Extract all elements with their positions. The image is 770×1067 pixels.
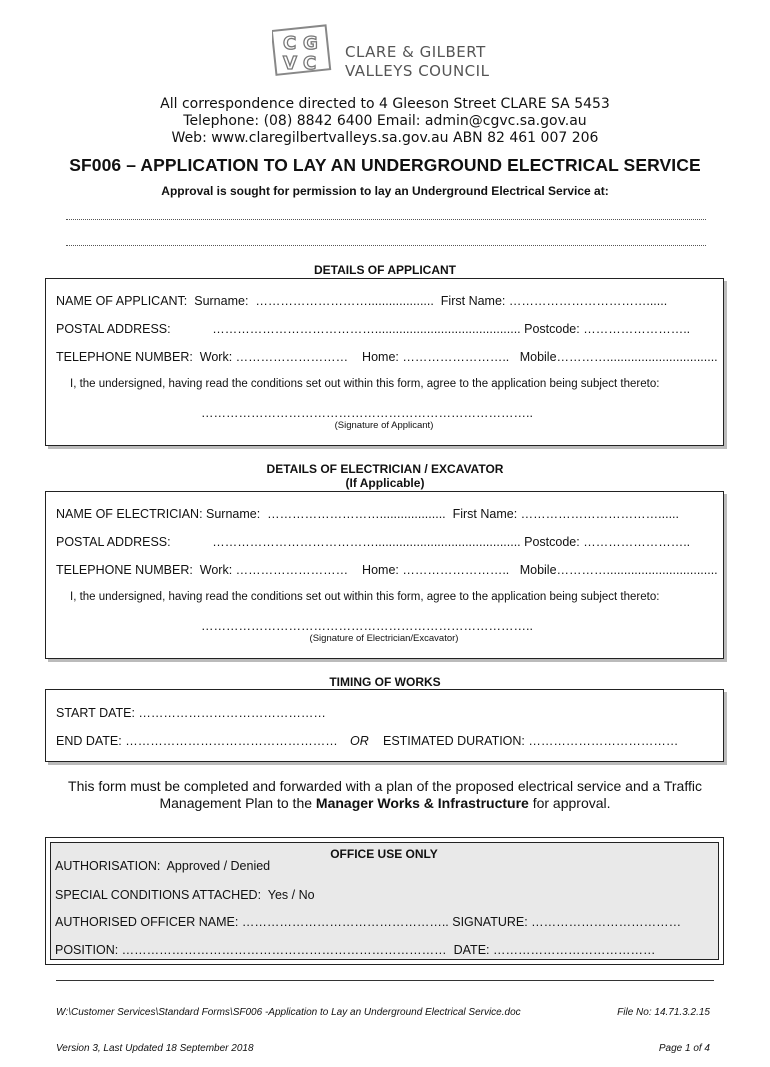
timing-box xyxy=(45,689,724,762)
electrician-box xyxy=(45,491,724,659)
end-date-field[interactable]: END DATE: …………………………………………… xyxy=(56,734,338,748)
special-conditions-field[interactable]: SPECIAL CONDITIONS ATTACHED: Yes / No xyxy=(55,888,315,902)
electrician-declaration: I, the undersigned, having read the conditions set out within this form, agree to the application being subject thereto: xyxy=(70,591,660,603)
applicant-name-field[interactable]: NAME OF APPLICANT: Surname: ………………………................... First Name: ……………………………...... xyxy=(56,294,668,308)
footer-right xyxy=(560,983,710,1067)
estimated-duration-field[interactable]: ESTIMATED DURATION: ……………………………… xyxy=(383,734,679,748)
form-subtitle: Approval is sought for permission to lay an Underground Electrical Service at: xyxy=(161,184,609,198)
footer-file-number: File No: 14.71.3.2.15 xyxy=(617,1007,710,1018)
electrician-signature-caption: (Signature of Electrician/Excavator) xyxy=(309,633,459,644)
applicant-signature-field[interactable]: …………………………………………………………………….. xyxy=(201,406,533,420)
electrician-phone-field[interactable]: TELEPHONE NUMBER: Work: ……………………… Home: …………………….. Mobile…………................................ xyxy=(56,563,718,577)
office-use-box xyxy=(45,837,724,965)
contact-phone-email: Telephone: (08) 8842 6400 Email: admin@cgvc.sa.gov.au xyxy=(183,113,587,129)
council-name xyxy=(345,43,489,81)
contact-web-abn: Web: www.claregilbertvalleys.sa.gov.au ABN 82 461 007 206 xyxy=(171,130,599,146)
electrician-subheading: (If Applicable) xyxy=(345,476,425,490)
applicant-phone-field[interactable]: TELEPHONE NUMBER: Work: ……………………… Home: …………………….. Mobile…………................................ xyxy=(56,350,718,364)
applicant-signature-caption: (Signature of Applicant) xyxy=(334,420,434,431)
applicant-heading: DETAILS OF APPLICANT xyxy=(314,263,456,277)
applicant-box xyxy=(45,278,724,446)
electrician-postal-field[interactable]: POSTAL ADDRESS: ………………………………….......................................... Postcode: …………………….. xyxy=(56,535,691,549)
council-name-line2: VALLEYS COUNCIL xyxy=(345,62,490,80)
electrician-signature-field[interactable]: …………………………………………………………………….. xyxy=(201,619,533,633)
footer-left xyxy=(56,983,521,1067)
applicant-postal-field[interactable]: POSTAL ADDRESS: ………………………………….......................................... Postcode: …………………….. xyxy=(56,322,691,336)
manager-works-infrastructure: Manager Works & Infrastructure xyxy=(315,795,529,811)
electrician-name-field[interactable]: NAME OF ELECTRICIAN: Surname: ………………………................... First Name: ……………………………...... xyxy=(56,507,679,521)
logo-letter-c2: C xyxy=(303,53,317,74)
logo-letter-c1: C xyxy=(283,33,297,54)
contact-address: All correspondence directed to 4 Gleeson Street CLARE SA 5453 xyxy=(160,96,610,112)
instructions-line2-start: Management Plan to the xyxy=(159,795,316,811)
submission-instructions xyxy=(0,778,770,812)
position-date-field[interactable]: POSITION: …………………………………………………………………… DATE: ………………………………… xyxy=(55,943,656,957)
authorisation-field[interactable]: AUTHORISATION: Approved / Denied xyxy=(55,859,271,873)
location-field-line1[interactable] xyxy=(66,219,706,220)
or-label: OR xyxy=(350,734,369,748)
instructions-line2-end: for approval. xyxy=(528,795,611,811)
authorised-officer-field[interactable]: AUTHORISED OFFICER NAME: ………………………………………….. SIGNATURE: ……………………………… xyxy=(55,915,682,929)
council-logo xyxy=(272,22,336,83)
footer-file-path: W:\Customer Services\Standard Forms\SF006 -Application to Lay an Underground Electrical Service.doc xyxy=(56,1007,521,1018)
location-field-line2[interactable] xyxy=(66,245,706,246)
electrician-heading: DETAILS OF ELECTRICIAN / EXCAVATOR xyxy=(266,462,504,476)
footer-page-number: Page 1 of 4 xyxy=(658,1043,710,1054)
start-date-field[interactable]: START DATE: ……………………………………… xyxy=(56,706,326,720)
applicant-declaration: I, the undersigned, having read the conditions set out within this form, agree to the application being subject thereto: xyxy=(70,378,660,390)
timing-heading: TIMING OF WORKS xyxy=(329,675,441,689)
logo-letter-g: G xyxy=(303,33,318,54)
logo-letter-v: V xyxy=(283,53,297,74)
footer-rule xyxy=(56,980,714,981)
council-name-line1: CLARE & GILBERT xyxy=(345,43,486,61)
form-title: SF006 – APPLICATION TO LAY AN UNDERGROUND ELECTRICAL SERVICE xyxy=(69,155,701,175)
instructions-line1: This form must be completed and forwarded with a plan of the proposed electrical service and a Traffic xyxy=(68,778,702,794)
office-use-heading: OFFICE USE ONLY xyxy=(330,847,438,861)
footer-version: Version 3, Last Updated 18 September 2018 xyxy=(56,1043,254,1054)
instructions-line2 xyxy=(0,795,770,812)
